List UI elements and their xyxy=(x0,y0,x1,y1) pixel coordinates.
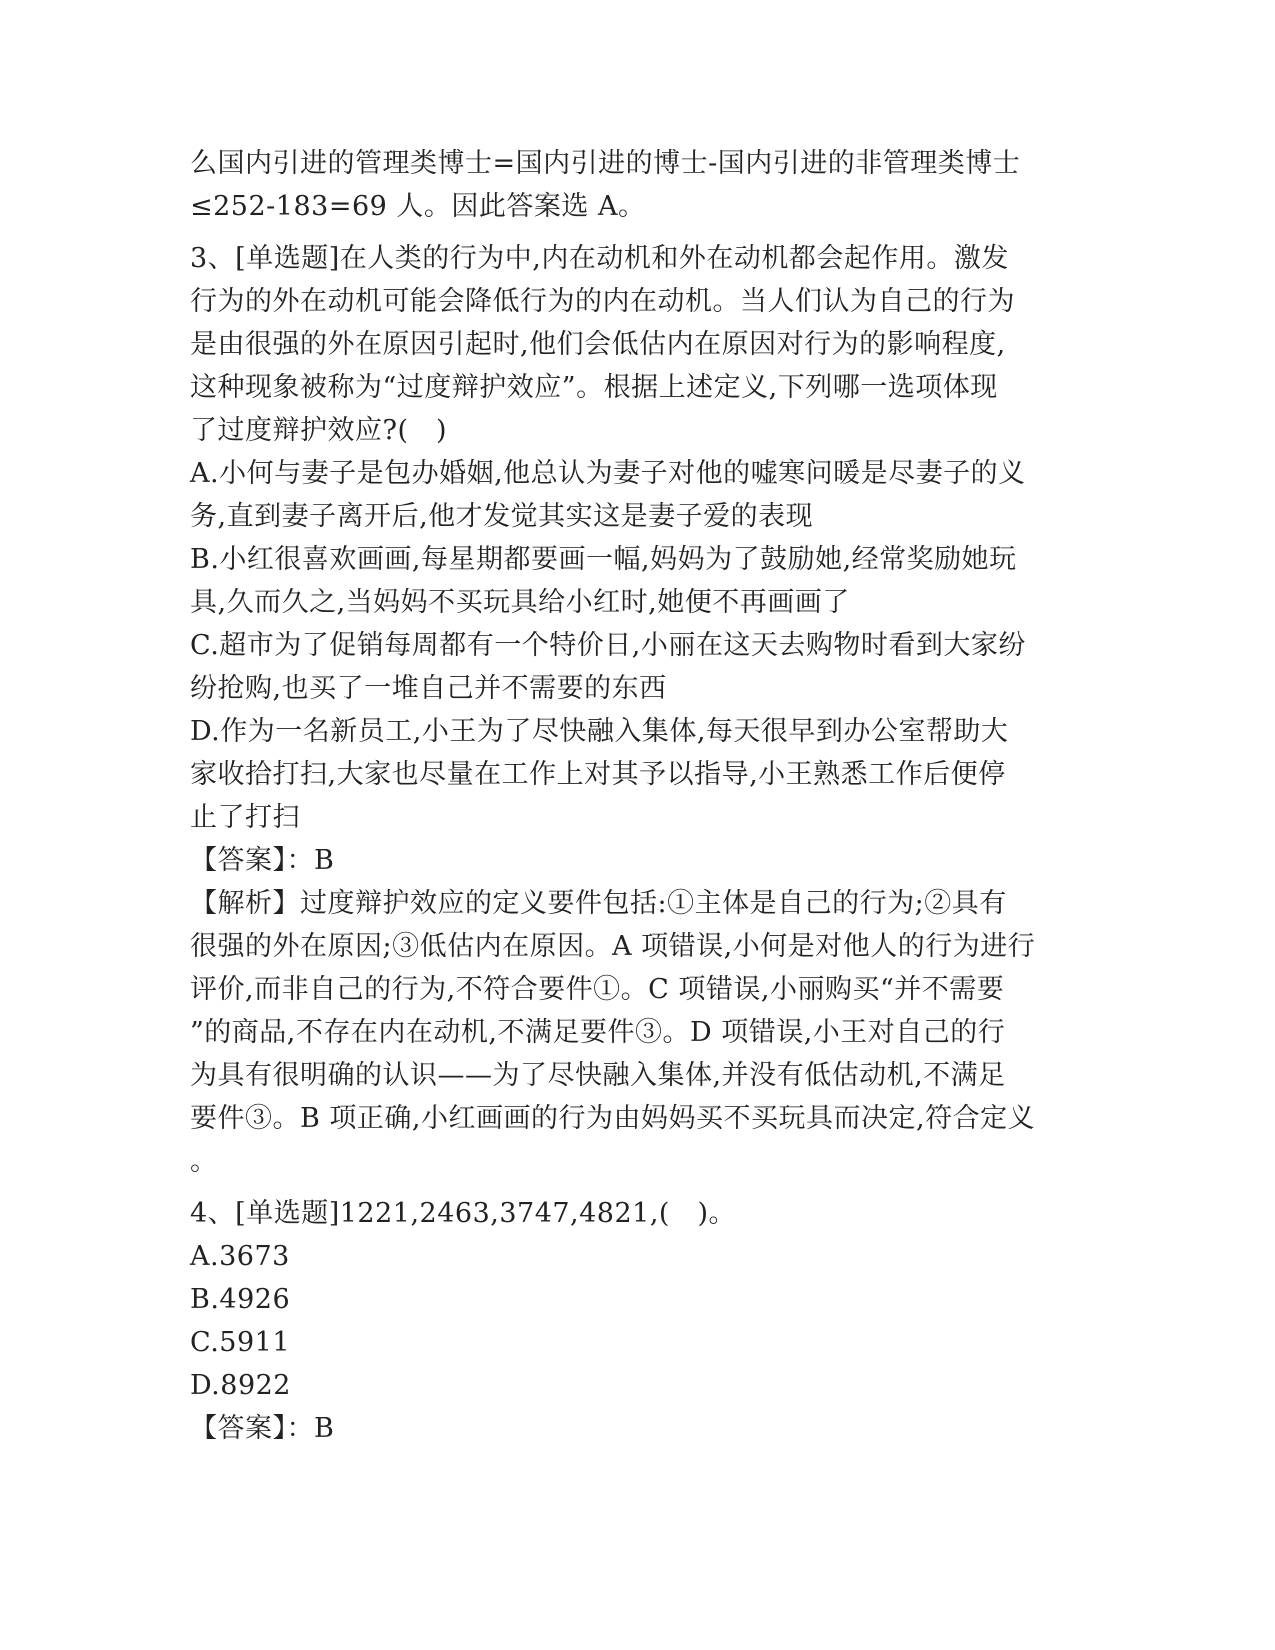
option-a-line: 务,直到妻子离开后,他才发觉其实这是妻子爱的表现 xyxy=(190,501,814,532)
paragraph-gap xyxy=(190,228,1095,237)
previous-answer-tail xyxy=(190,142,1095,228)
analysis-line: 【解析】过度辩护效应的定义要件包括:①主体是自己的行为;②具有 xyxy=(190,888,1007,919)
question-stem-line: 3、[单选题]在人类的行为中,内在动机和外在动机都会起作用。激发 xyxy=(190,243,1009,274)
option-c-line: 纷抢购,也买了一堆自己并不需要的东西 xyxy=(190,673,667,704)
answer-line: 【答案】：B xyxy=(190,845,335,876)
question-stem-line: 是由很强的外在原因引起时,他们会低估内在原因对行为的影响程度, xyxy=(190,329,1006,360)
question-stem-line: 这种现象被称为“过度辩护效应”。根据上述定义,下列哪一选项体现 xyxy=(190,372,998,403)
question-stem-line: 4、[单选题]1221,2463,3747,4821,( )。 xyxy=(190,1198,736,1229)
option-a-line: A.3673 xyxy=(190,1241,290,1272)
analysis-line: ”的商品,不存在内在动机,不满足要件③。D 项错误,小王对自己的行 xyxy=(190,1017,1006,1048)
option-c-line: C.5911 xyxy=(190,1327,290,1358)
question-4 xyxy=(190,1192,1095,1450)
option-d-line: D.作为一名新员工,小王为了尽快融入集体,每天很早到办公室帮助大 xyxy=(190,716,1009,747)
option-b-line: B.4926 xyxy=(190,1284,291,1315)
text-line: ≤252-183=69 人。因此答案选 A。 xyxy=(190,191,646,222)
paragraph-gap xyxy=(190,1183,1095,1192)
option-d-line: 家收拾打扫,大家也尽量在工作上对其予以指导,小王熟悉工作后便停 xyxy=(190,759,1006,790)
option-c-line: C.超市为了促销每周都有一个特价日,小丽在这天去购物时看到大家纷 xyxy=(190,630,1026,661)
question-stem-line: 行为的外在动机可能会降低行为的内在动机。当人们认为自己的行为 xyxy=(190,286,1015,317)
analysis-line: 很强的外在原因;③低估内在原因。A 项错误,小何是对他人的行为进行 xyxy=(190,931,1036,962)
analysis-line: 评价,而非自己的行为,不符合要件①。C 项错误,小丽购买“并不需要 xyxy=(190,974,1005,1005)
option-d-line: D.8922 xyxy=(190,1370,291,1401)
answer-line: 【答案】：B xyxy=(190,1413,335,1444)
option-b-line: B.小红很喜欢画画,每星期都要画一幅,妈妈为了鼓励她,经常奖励她玩 xyxy=(190,544,1017,575)
text-line: 么国内引进的管理类博士=国内引进的博士-国内引进的非管理类博士 xyxy=(190,148,1021,179)
question-stem-line: 了过度辩护效应?( ) xyxy=(190,415,448,446)
question-3 xyxy=(190,237,1095,1183)
analysis-line: 。 xyxy=(190,1146,218,1177)
option-a-line: A.小何与妻子是包办婚姻,他总认为妻子对他的嘘寒问暖是尽妻子的义 xyxy=(190,458,1026,489)
option-b-line: 具,久而久之,当妈妈不买玩具给小红时,她便不再画画了 xyxy=(190,587,850,618)
analysis-line: 要件③。B 项正确,小红画画的行为由妈妈买不买玩具而决定,符合定义 xyxy=(190,1103,1036,1134)
document-page xyxy=(190,142,1095,1450)
analysis-line: 为具有很明确的认识——为了尽快融入集体,并没有低估动机,不满足 xyxy=(190,1060,1006,1091)
option-d-line: 止了打扫 xyxy=(190,802,300,833)
